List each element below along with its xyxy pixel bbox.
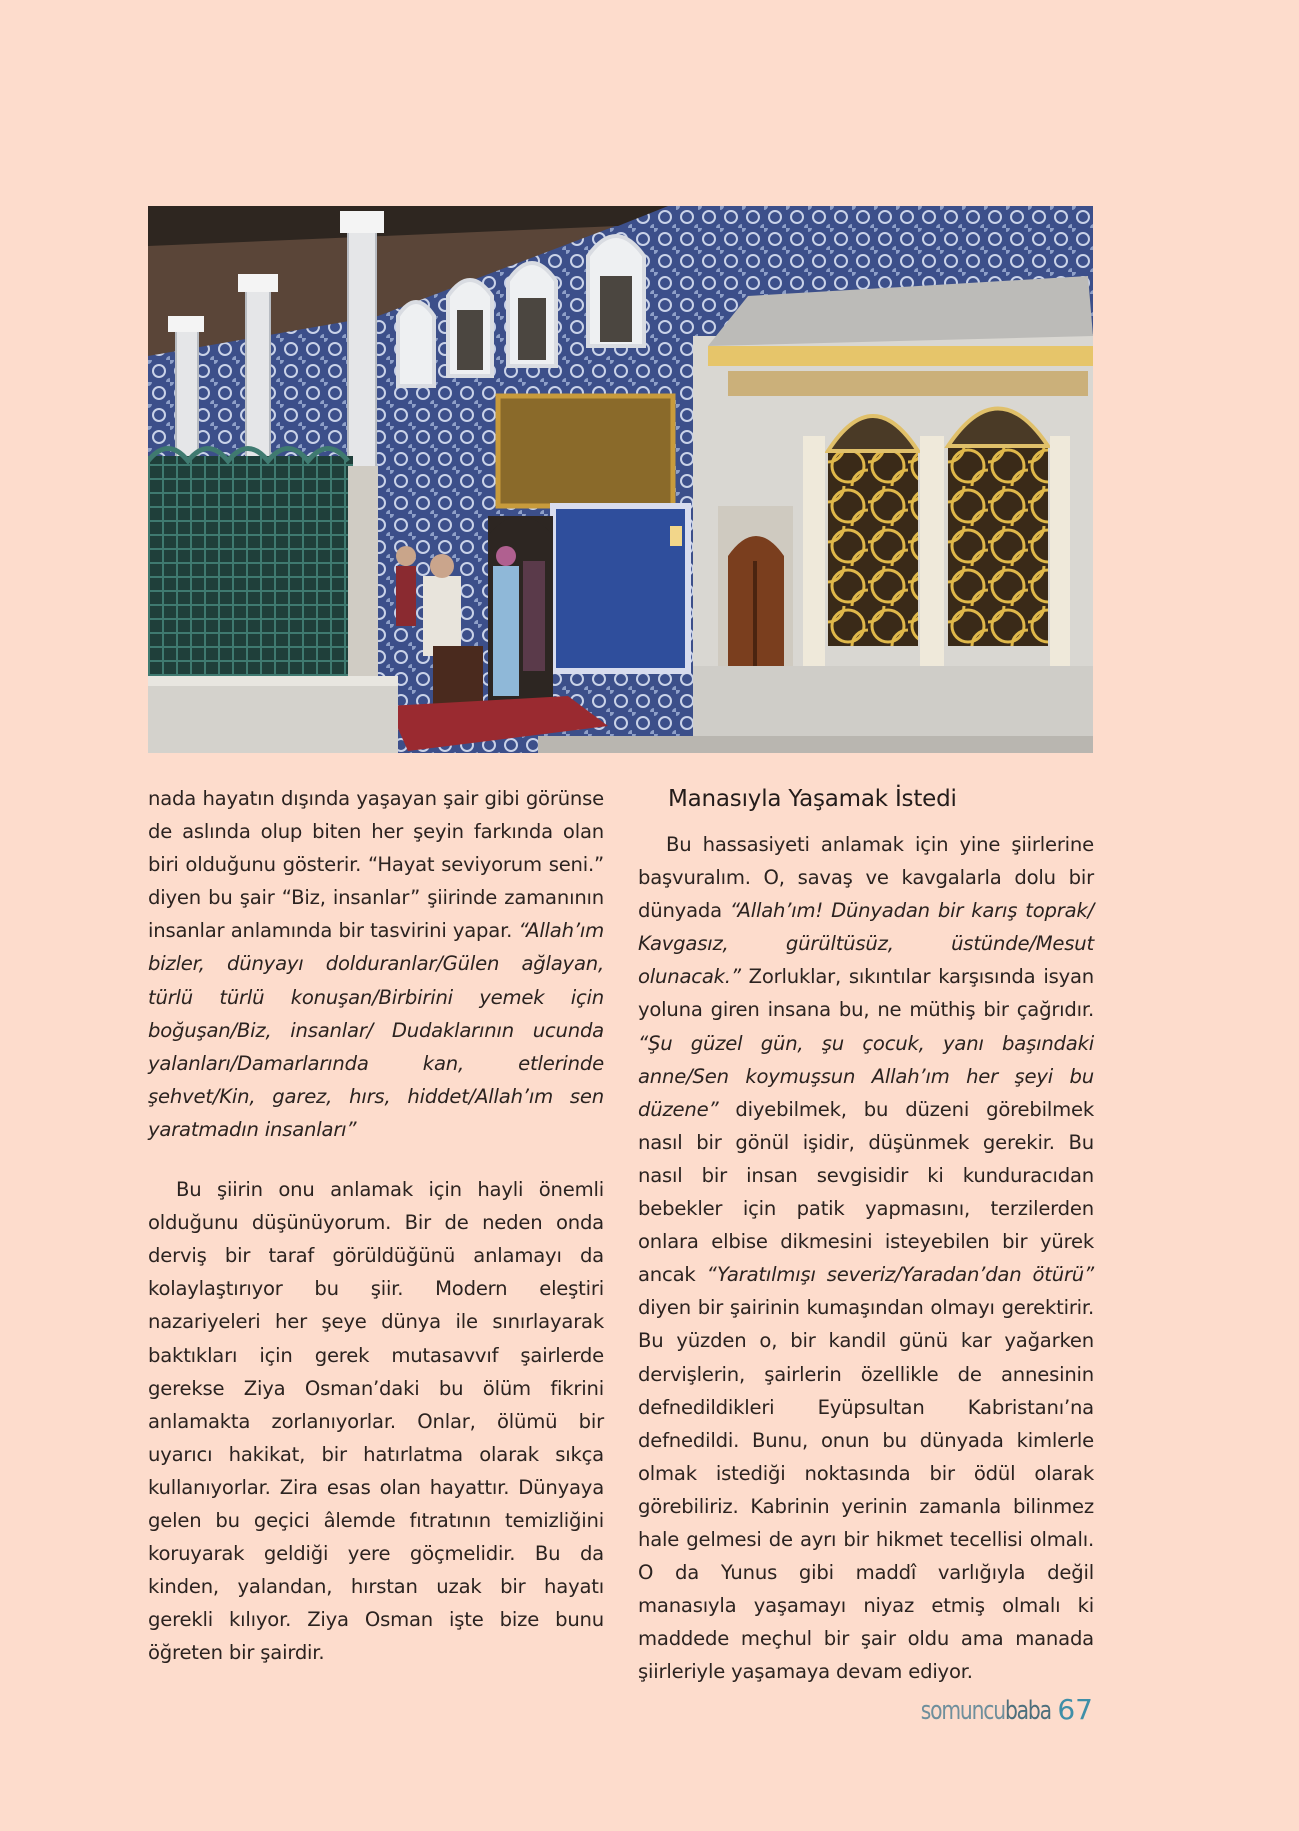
page-footer xyxy=(884,1693,1093,1726)
body-text: nada hayatın dışında yaşayan şair gibi görünse de aslında olup biten her şeyin farkında olan biri olduğunu gösterir. “Hayat seviyorum seni.” diyen bu şair “Biz, insanlar” şiirinde zamanının insanlar anlamında bir tasvirini yapar. xyxy=(148,787,604,943)
body-text: diyebilmek, bu düzeni görebilmek nasıl bir gönül işidir, düşünmek gerekir. Bu nasıl bir insan sevgisidir ki kunduracıdan bebekler için patik yapmasını, terzilerden onlara elbise dikmesini isteyebilen bir yürek ancak xyxy=(638,1097,1094,1287)
logo-text-bold: baba xyxy=(1005,1696,1052,1726)
logo-text-light: somuncu xyxy=(921,1696,1006,1726)
right-column xyxy=(638,782,1094,1688)
magazine-logo xyxy=(921,1696,1051,1726)
poem-quote: “Yaratılmışı severiz/Yaradan’dan ötürü” xyxy=(706,1263,1094,1287)
poem-quote: “Şu güzel gün, şu çocuk, yanı başındaki anne/Sen koymuşsun Allah’ım her şeyi bu düzene” xyxy=(638,1031,1094,1121)
left-paragraph-2: Bu şiirin onu anlamak için hayli önemli olduğunu düşünüyorum. Bir de neden onda derviş bir taraf görüldüğünü anlamayı da kolaylaştırıyor bu şiir. Modern eleştiri nazariyeleri her şeye dünya ile sınırlayarak baktıkları için gerek mutasavvıf şairlerde gerekse Ziya Osman’daki bu ölüm fikrini anlamakta zorlanıyorlar. Onlar, ölümü bir uyarıcı hakikat, bir hatırlatma olarak sıkça kullanıyorlar. Zira esas olan hayattır. Dünyaya gelen bu geçici âlemde fıtratının temizliğini koruyarak geldiği yere göçmelidir. Bu da kinden, yalandan, hırstan uzak bir hayatı gerekli kılıyor. Ziya Osman işte bize bunu öğreten bir şairdir. xyxy=(148,1178,604,1665)
poem-quote: “Allah’ım! Dünyadan bir karış toprak/ Kavgasız, gürültüsüz, üstünde/Mesut olunacak.” xyxy=(638,899,1094,989)
tomb-courtyard-photo xyxy=(148,206,1093,753)
body-text: diyen bir şairinin kumaşından olmayı gerektirir. Bu yüzden o, bir kandil günü kar yağarken dervişlerin, şairlerin özellikle de annesinin defnedildikleri Eyüpsultan Kabristanı’na defnedildi. Bunu, onun bu dünyada kimlerle olmak istediği noktasında bir ödül olarak görebiliriz. Kabrinin yerinin zamanla bilinmez hale gelmesi de ayrı bir hikmet tecellisi olmalı. O da Yunus gibi maddî varlığıyla değil manasıyla yaşamayı niyaz etmiş olmalı ki maddede meçhul bir şair oldu ama manada şiirleriyle yaşamaya devam ediyor. xyxy=(638,1296,1094,1684)
page-number: 67 xyxy=(1057,1693,1093,1726)
right-paragraph xyxy=(638,828,1094,1688)
body-text: Bu hassasiyeti anlamak için yine şiirlerine başvuralım. O, savaş ve kavgalarla dolu bir dünyada xyxy=(638,833,1094,923)
poem-quote: “Allah’ım bizler, dünyayı dolduranlar/Gülen ağlayan, türlü türlü konuşan/Birbirini yemek için boğuşan/Biz, insanlar/ Dudaklarının ucunda yalanları/Damarlarında kan, etlerinde şehvet/Kin, garez, hırs, hiddet/Allah’ım sen yaratmadın insanları” xyxy=(148,919,604,1141)
article-photo xyxy=(148,206,1093,753)
left-column xyxy=(148,782,604,1669)
body-text: Zorluklar, sıkıntılar karşısında isyan yoluna giren insana bu, ne müthiş bir çağrıdır. xyxy=(638,965,1094,1022)
left-paragraph-1 xyxy=(148,782,604,1146)
section-heading: Manasıyla Yaşamak İstedi xyxy=(668,786,957,812)
